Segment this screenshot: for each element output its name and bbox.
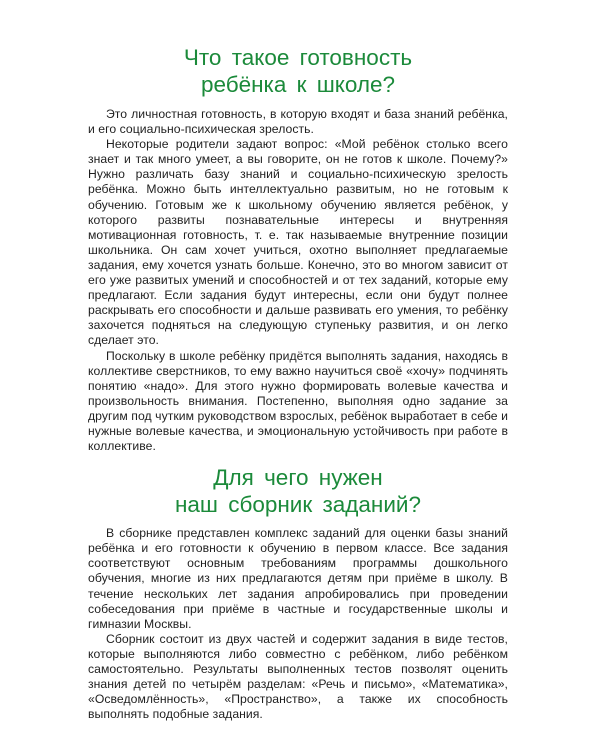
- heading-line: Для чего нужен: [213, 465, 383, 491]
- paragraph: Сборник состоит из двух частей и содержит задания в виде тестов, которые выполняются либо совместно с ребёнком, либо ребёнком самостоятельно. Результаты выполненных тестов позволят оценить знания детей по четырём разделам: «Речь и письмо», «Математика», «Осведомлённость», «Пространство», а также их способность выполнять подобные задания.: [88, 631, 508, 722]
- heading-line: ребёнка к школе?: [200, 72, 396, 97]
- heading-line: Что такое готовность: [183, 45, 413, 70]
- heading-line: наш сборник заданий?: [174, 492, 422, 518]
- paragraph: Это личностная готовность, в которую входят и база знаний ребёнка, и его социально-психическая зрелость.: [88, 107, 508, 137]
- section-heading-purpose: [88, 464, 508, 518]
- section-heading-readiness: [88, 44, 508, 98]
- paragraph: Поскольку в школе ребёнку придётся выполнять задания, находясь в коллективе сверстников, то ему важно научиться своё «хочу» подчинять понятию «надо». Для этого нужно формировать волевые качества и произвольность внимания. Постепенно, выполняя одно задание за другим под чутким руководством взрослых, ребёнок выработает в себе и нужные волевые качества, и эмоциональную устойчивость при работе в коллективе.: [88, 348, 508, 454]
- paragraph: Некоторые родители задают вопрос: «Мой ребёнок столько всего знает и так много умеет, а вы говорите, он не готов к школе. Почему?» Нужно различать базу знаний и социально-психическую зрелость ребёнка. Можно быть интеллектуально развитым, но не готовым к обучению. Готовым же к школьному обучению является ребёнок, у которого развиты познавательные интересы и внутренняя мотивационная готовность, т. е. так называемые внутренние позиции школьника. Он сам хочет учиться, охотно выполняет предлагаемые задания, ему хочется узнать больше. Конечно, это во многом зависит от его уже развитых умений и способностей и от тех заданий, которые ему предлагают. Если задания будут интересны, если они будут полнее раскрывать его способности и дальше развивать его умения, то ребёнку захочется подняться на следующую ступеньку развития, и он легко сделает это.: [88, 137, 508, 348]
- paragraph: В сборнике представлен комплекс заданий для оценки базы знаний ребёнка и его готовности к обучению в первом классе. Все задания соответствуют основным требованиям программы дошкольного обучения, многие из них предлагаются детям при приёме в школу. В течение нескольких лет задания апробировались при проведении собеседования при приёме в частные и государственные школы и гимназии Москвы.: [88, 526, 508, 631]
